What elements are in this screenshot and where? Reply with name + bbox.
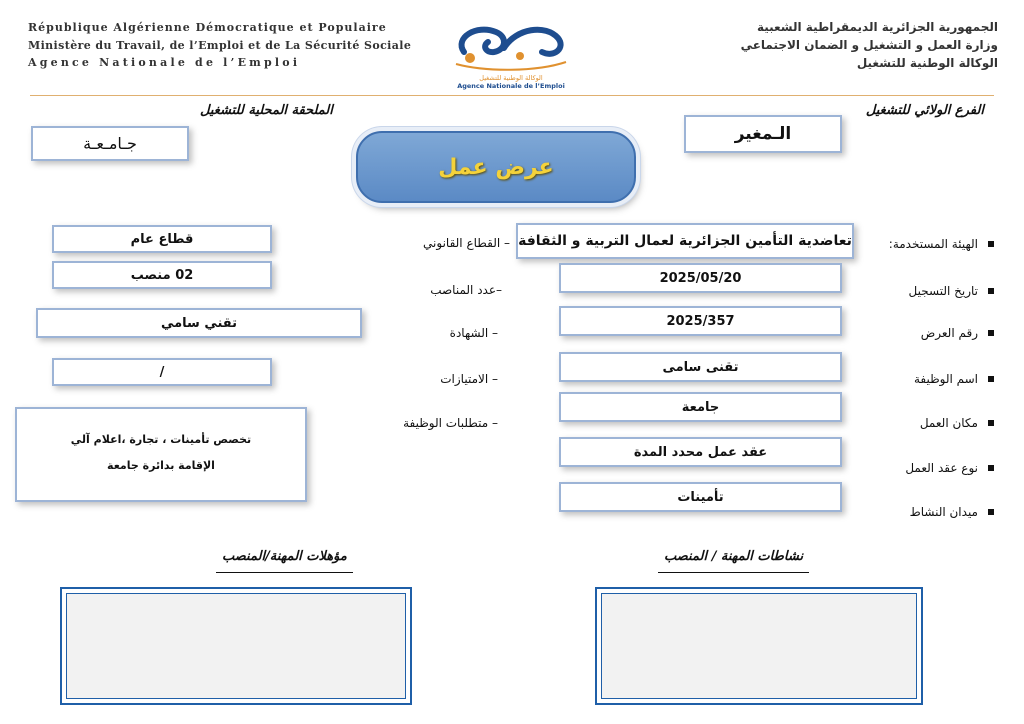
logo-french-text: Agence Nationale de l’Emploi — [457, 82, 565, 90]
requirements-box — [15, 407, 307, 502]
employer-label: الهيئة المستخدمة: — [889, 237, 994, 251]
bullet-icon — [988, 330, 994, 336]
employer-value: تعاضدية التأمين الجزائرية لعمال التربية و الثقافة — [516, 223, 854, 259]
anem-logo — [446, 18, 576, 90]
privileges-value: / — [52, 358, 272, 386]
privileges-label: – الامتيازات — [440, 372, 498, 386]
workplace-value: جامعة — [559, 392, 842, 422]
header-divider — [30, 95, 994, 96]
offer-number-label: رقم العرض — [921, 326, 994, 340]
offer-number-value: 2025/357 — [559, 306, 842, 336]
bullet-icon — [988, 420, 994, 426]
bullet-icon — [988, 241, 994, 247]
job-offer-title: عرض عمل — [438, 154, 554, 180]
legal-sector-label: – القطاع القانوني — [423, 236, 510, 250]
logo-arabic-text: الوكالة الوطنية للتشغيل — [479, 74, 543, 82]
bullet-icon — [988, 376, 994, 382]
requirements-label: – متطلبات الوظيفة — [403, 416, 498, 430]
activities-frame — [595, 587, 923, 705]
header-ar-line2: وزارة العمل و التشغيل و الضمان الاجتماعي — [740, 38, 998, 52]
header-ar-line1: الجمهورية الجزائرية الديمقراطية الشعبية — [756, 20, 998, 34]
bullet-icon — [988, 509, 994, 515]
header-fr-line1: République Algérienne Démocratique et Populaire — [28, 21, 387, 34]
regional-branch-label: الفرع الولائي للتشغيل — [865, 103, 984, 118]
requirements-line1: تخصص تأمينات ، تجارة ،اعلام آلي — [70, 433, 252, 446]
activity-field-value: تأمينات — [559, 482, 842, 512]
job-offer-title-badge — [356, 131, 636, 203]
activities-section-title: نشاطات المهنة / المنصب — [664, 549, 803, 564]
positions-count-label: –عدد المناصب — [430, 283, 502, 297]
regional-branch-value: الـمغير — [684, 115, 842, 153]
reg-date-label: تاريخ التسجيل — [909, 284, 994, 298]
job-name-label: اسم الوظيفة — [914, 372, 994, 386]
workplace-label: مكان العمل — [920, 416, 994, 430]
activity-field-label: ميدان النشاط — [910, 505, 994, 519]
contract-type-label: نوع عقد العمل — [905, 461, 994, 475]
header-fr-line3: Agence Nationale de l’Emploi — [28, 56, 301, 69]
job-name-value: تقنى سامى — [559, 352, 842, 382]
positions-count-value: 02 منصب — [52, 261, 272, 289]
requirements-line2: الإقامة بدائرة جامعة — [107, 459, 215, 472]
contract-type-value: عقد عمل محدد المدة — [559, 437, 842, 467]
local-branch-label: الملحقة المحلية للتشغيل — [200, 103, 333, 118]
header-ar-line3: الوكالة الوطنية للتشغيل — [856, 56, 998, 70]
reg-date-value: 2025/05/20 — [559, 263, 842, 293]
bullet-icon — [988, 465, 994, 471]
qualifications-frame — [60, 587, 412, 705]
degree-value: تقني سامي — [36, 308, 362, 338]
qualifications-section-title: مؤهلات المهنة/المنصب — [222, 549, 347, 564]
degree-label: – الشهادة — [449, 326, 498, 340]
legal-sector-value: قطاع عام — [52, 225, 272, 253]
header-fr-line2: Ministère du Travail, de l’Emploi et de La Sécurité Sociale — [28, 39, 412, 52]
bullet-icon — [988, 288, 994, 294]
local-branch-value: جـامـعـة — [31, 126, 189, 161]
